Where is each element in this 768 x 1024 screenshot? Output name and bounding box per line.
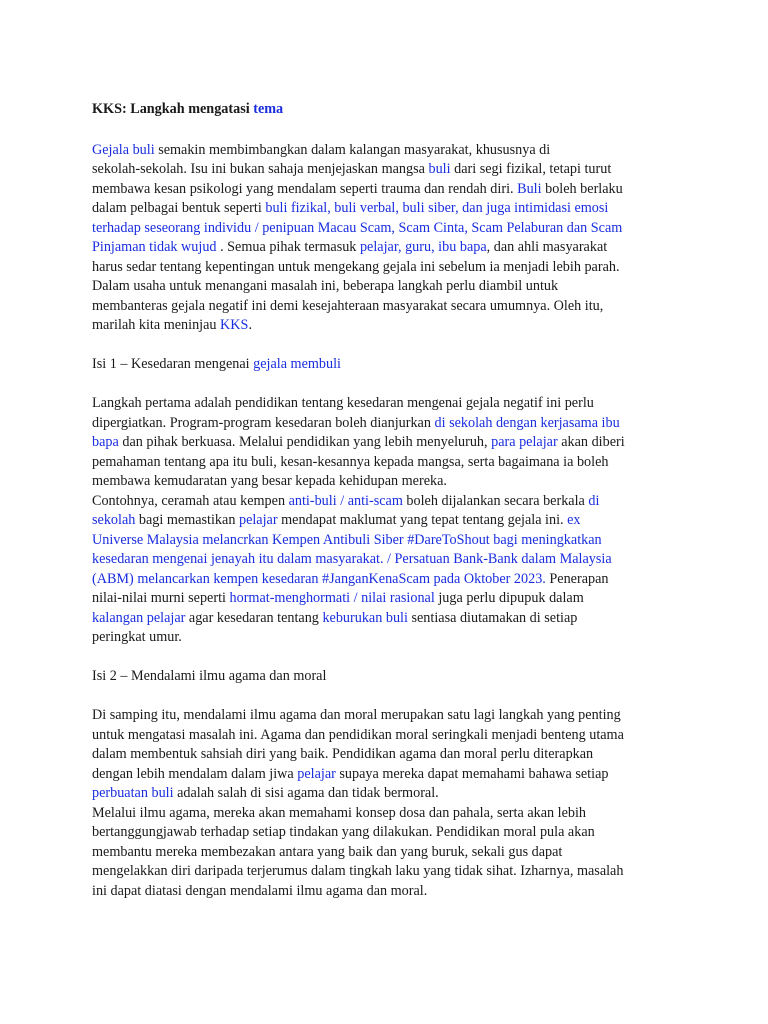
text-segment: marilah kita meninjau	[92, 317, 221, 333]
highlighted-text: ex	[567, 512, 581, 528]
text-line	[92, 199, 692, 219]
text-segment: semakin membimbangkan dalam kalangan masyarakat, khususnya di	[154, 141, 551, 158]
text-segment: agar kesedaran tentang	[185, 609, 323, 626]
title-prefix: KKS: Langkah mengatasi	[92, 101, 250, 117]
highlighted-text: Universe Malaysia melancrkan Kempen Antibuli Siber #DareToShout bagi meningkatkan	[92, 531, 602, 548]
highlighted-text: (ABM) melancarkan kempen kesedaran #JanganKenaScam pada Oktober 2023.	[92, 570, 546, 587]
text-segment: . Semua pihak termasuk	[216, 239, 360, 255]
highlighted-text: buli fizikal, buli verbal, buli siber, dan juga intimidasi emosi	[265, 200, 609, 216]
highlighted-text: KKS	[220, 317, 249, 333]
text-line	[92, 219, 692, 239]
text-segment: ini dapat diatasi dengan mendalami ilmu agama dan moral.	[92, 882, 428, 899]
text-segment: supaya mereka dapat memahami bahawa setiap	[335, 765, 609, 782]
highlighted-text: keburukan buli	[322, 609, 408, 626]
highlighted-text: gejala membuli	[253, 356, 341, 372]
text-line	[92, 862, 692, 882]
text-line	[92, 804, 692, 824]
text-segment: dipergiatkan. Program-program kesedaran boleh dianjurkan	[92, 414, 435, 431]
text-segment: dengan lebih mendalam dalam jiwa	[92, 765, 298, 782]
text-segment: dari segi fizikal, tetapi turut	[450, 161, 612, 177]
text-segment: untuk mengatasi masalah ini. Agama dan pendidikan moral seringkali menjadi benteng utama	[92, 726, 624, 743]
text-segment: Isi 2 – Mendalami ilmu agama dan moral	[92, 668, 327, 684]
isi2-paragraph	[92, 706, 692, 901]
text-line	[92, 238, 692, 258]
text-line	[92, 882, 692, 902]
text-line	[92, 550, 692, 570]
isi2-heading	[92, 667, 692, 687]
highlighted-text: anti-buli / anti-scam	[288, 492, 403, 509]
highlighted-text: kalangan pelajar	[92, 609, 186, 626]
text-segment: , dan ahli masyarakat	[486, 239, 608, 255]
document-title	[92, 100, 692, 120]
text-line	[92, 706, 692, 726]
text-segment: Melalui ilmu agama, mereka akan memahami konsep dosa dan pahala, serta akan lebih	[92, 804, 587, 821]
highlighted-text: di sekolah dengan kerjasama ibu	[434, 414, 620, 431]
text-line	[92, 492, 692, 512]
highlighted-text: buli	[428, 161, 451, 177]
text-line	[92, 765, 692, 785]
document-page	[92, 100, 692, 901]
text-segment: dalam pelbagai bentuk seperti	[92, 200, 266, 216]
highlighted-text: sekolah	[92, 512, 136, 528]
text-segment: Di samping itu, mendalami ilmu agama dan moral merupakan satu lagi langkah yang penting	[92, 707, 621, 723]
highlighted-text: pelajar	[297, 765, 336, 782]
text-segment: juga perlu dipupuk dalam	[434, 590, 584, 606]
text-line	[92, 531, 692, 551]
text-segment: bagi memastikan	[135, 512, 239, 528]
text-line	[92, 511, 692, 531]
highlighted-text: Pinjaman tidak wujud	[92, 239, 217, 255]
text-segment: dan pihak berkuasa. Melalui pendidikan yang lebih menyeluruh,	[118, 434, 492, 450]
title-highlight: tema	[253, 101, 284, 117]
text-line	[92, 628, 692, 648]
text-line	[92, 823, 692, 843]
text-segment: .	[248, 317, 252, 333]
text-segment: Contohnya, ceramah atau kempen	[92, 492, 289, 509]
highlighted-text: terhadap seseorang individu / penipuan Macau Scam, Scam Cinta, Scam Pelaburan dan Scam	[92, 219, 623, 236]
text-segment: akan diberi	[557, 434, 625, 450]
text-segment: harus sedar tentang kepentingan untuk mengekang gejala ini sebelum ia menjadi lebih parah.	[92, 258, 620, 275]
highlighted-text: pelajar	[238, 512, 278, 528]
text-segment: nilai-nilai murni seperti	[92, 590, 230, 606]
text-line	[92, 589, 692, 609]
highlighted-text: Buli	[517, 180, 542, 197]
text-line	[92, 258, 692, 278]
text-segment: mengelakkan diri daripada terjerumus dalam tingkah laku yang tidak sihat. Izharnya, masalah	[92, 863, 624, 879]
text-line	[92, 141, 692, 161]
highlighted-text: kesedaran mengenai jenayah itu dalam masyarakat. / Persatuan Bank-Bank dalam Malaysia	[92, 551, 612, 567]
highlighted-text: di	[588, 492, 600, 509]
text-segment: adalah salah di sisi agama dan tidak bermoral.	[173, 785, 439, 801]
text-line	[92, 316, 692, 336]
text-line	[92, 297, 692, 317]
text-segment: dalam membentuk sahsiah diri yang baik. Pendidikan agama dan moral perlu diterapkan	[92, 746, 594, 762]
highlighted-text: hormat-menghormati / nilai rasional	[229, 590, 435, 606]
text-segment: sentiasa diutamakan di setiap	[407, 609, 578, 626]
text-segment: membantu mereka membezakan antara yang baik dan yang buruk, sekali gus dapat	[92, 843, 563, 860]
text-segment: Isi 1 – Kesedaran mengenai	[92, 356, 254, 372]
text-segment: boleh berlaku	[541, 180, 623, 197]
text-segment: Penerapan	[545, 570, 609, 587]
text-segment: membawa kemudaratan yang besar kepada kehidupan mereka.	[92, 473, 447, 489]
text-segment: bertanggungjawab terhadap setiap tindakan yang dilakukan. Pendidikan moral pula akan	[92, 824, 595, 840]
text-line	[92, 784, 692, 804]
highlighted-text: Gejala buli	[92, 141, 155, 158]
text-line	[92, 472, 692, 492]
highlighted-text: pelajar, guru, ibu bapa	[359, 239, 487, 255]
text-line	[92, 277, 692, 297]
text-line	[92, 394, 692, 414]
isi1-paragraph	[92, 394, 692, 648]
highlighted-text: para pelajar	[491, 434, 558, 450]
text-line	[92, 609, 692, 629]
text-segment: membanteras gejala negatif ini demi kesejahteraan masyarakat secara umumnya. Oleh itu,	[92, 297, 604, 314]
highlighted-text: bapa	[92, 434, 119, 450]
text-segment: membawa kesan psikologi yang mendalam seperti trauma dan rendah diri.	[92, 180, 518, 197]
text-line	[92, 745, 692, 765]
highlighted-text: perbuatan buli	[92, 785, 174, 801]
text-line	[92, 570, 692, 590]
text-segment: Dalam usaha untuk menangani masalah ini, beberapa langkah perlu diambil untuk	[92, 278, 559, 294]
text-segment: sekolah-sekolah. Isu ini bukan sahaja menjejaskan mangsa	[92, 161, 429, 177]
text-segment: mendapat maklumat yang tepat tentang gejala ini.	[277, 512, 568, 528]
text-line	[92, 433, 692, 453]
text-line	[92, 843, 692, 863]
text-segment: pemahaman tentang apa itu buli, kesan-kesannya kepada mangsa, serta bagaimana ia boleh	[92, 453, 609, 470]
isi1-heading	[92, 355, 692, 375]
text-segment: Langkah pertama adalah pendidikan tentang kesedaran mengenai gejala negatif ini perlu	[92, 395, 594, 411]
text-line	[92, 180, 692, 200]
text-line	[92, 726, 692, 746]
intro-paragraph	[92, 141, 692, 336]
text-line	[92, 160, 692, 180]
text-segment: peringkat umur.	[92, 629, 182, 645]
text-line	[92, 414, 692, 434]
text-line	[92, 453, 692, 473]
text-segment: boleh dijalankan secara berkala	[402, 492, 589, 509]
